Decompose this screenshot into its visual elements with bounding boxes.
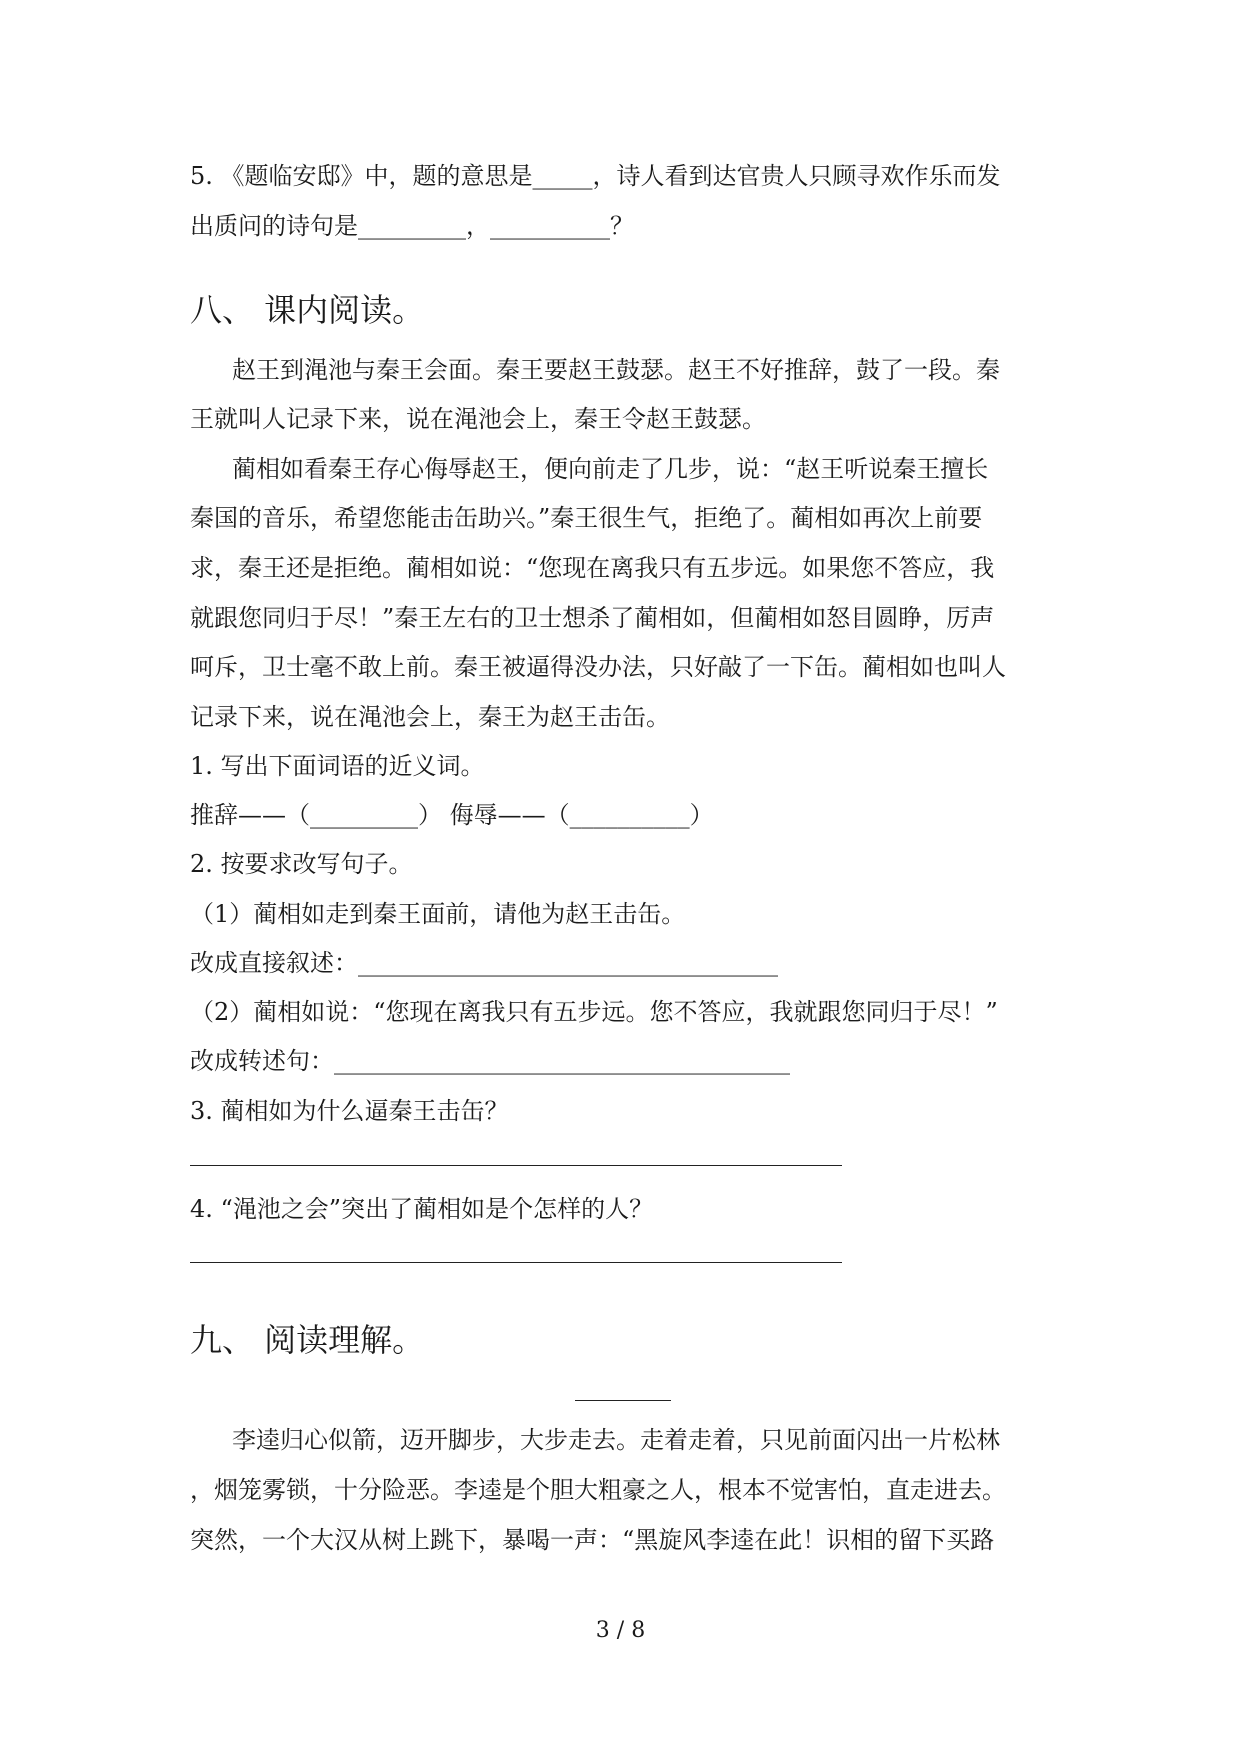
question-3: 3. 蔺相如为什么逼秦王击缶？	[190, 1097, 509, 1125]
passage-line: 突然，一个大汉从树上跳下，暴喝一声：“黑旋风李逵在此！识相的留下买路	[190, 1526, 995, 1554]
passage-line: 就跟您同归于尽！”秦王左右的卫士想杀了蔺相如，但蔺相如怒目圆睁，厉声	[190, 604, 995, 632]
passage-line: ，烟笼雾锁，十分险恶。李逵是个胆大粗豪之人，根本不觉害怕，直走进去。	[190, 1476, 1006, 1504]
question-4: 4. “渑池之会”突出了蔺相如是个怎样的人？	[190, 1195, 654, 1223]
passage-line: 蔺相如看秦王存心侮辱赵王，便向前走了几步，说：“赵王听说秦王擅长	[232, 455, 989, 483]
question-5-line-1: 5. 《题临安邸》中，题的意思是_____，诗人看到达官贵人只顾寻欢作乐而发	[190, 162, 1001, 190]
question-2: 2. 按要求改写句子。	[190, 850, 413, 878]
section-8-title: 八、 课内阅读。	[190, 291, 425, 329]
answer-blank-line	[190, 1262, 842, 1263]
question-1: 1. 写出下面词语的近义词。	[190, 752, 485, 780]
passage-line: 求，秦王还是拒绝。蔺相如说：“您现在离我只有五步远。如果您不答应，我	[190, 554, 995, 582]
passage-line: 呵斥，卫士毫不敢上前。秦王被逼得没办法，只好敲了一下缶。蔺相如也叫人	[190, 653, 1006, 681]
question-2-1-answer: 改成直接叙述：___________________________________	[190, 949, 778, 977]
question-5-line-2: 出质问的诗句是_________，__________？	[190, 212, 634, 240]
passage-line: 记录下来，说在渑池会上，秦王为赵王击缶。	[190, 703, 670, 731]
passage-title-blank	[575, 1400, 671, 1401]
passage-line: 赵王到渑池与秦王会面。秦王要赵王鼓瑟。赵王不好推辞，鼓了一段。秦	[232, 356, 1000, 384]
question-2-2-answer: 改成转述句：______________________________________	[190, 1047, 790, 1075]
page-number: 3 / 8	[595, 1618, 646, 1643]
passage-line: 王就叫人记录下来，说在渑池会上，秦王令赵王鼓瑟。	[190, 405, 766, 433]
question-2-1: （1）蔺相如走到秦王面前，请他为赵王击缶。	[190, 900, 686, 928]
answer-blank-line	[190, 1165, 842, 1166]
section-9-title: 九、 阅读理解。	[190, 1321, 425, 1359]
question-2-2: （2）蔺相如说：“您现在离我只有五步远。您不答应，我就跟您同归于尽！”	[190, 998, 998, 1026]
passage-line: 秦国的音乐，希望您能击缶助兴。”秦王很生气，拒绝了。蔺相如再次上前要	[190, 504, 983, 532]
passage-line: 李逵归心似箭，迈开脚步，大步走去。走着走着，只见前面闪出一片松林	[232, 1426, 1000, 1454]
question-1-items: 推辞——（_________） 侮辱——（__________）	[190, 801, 714, 829]
